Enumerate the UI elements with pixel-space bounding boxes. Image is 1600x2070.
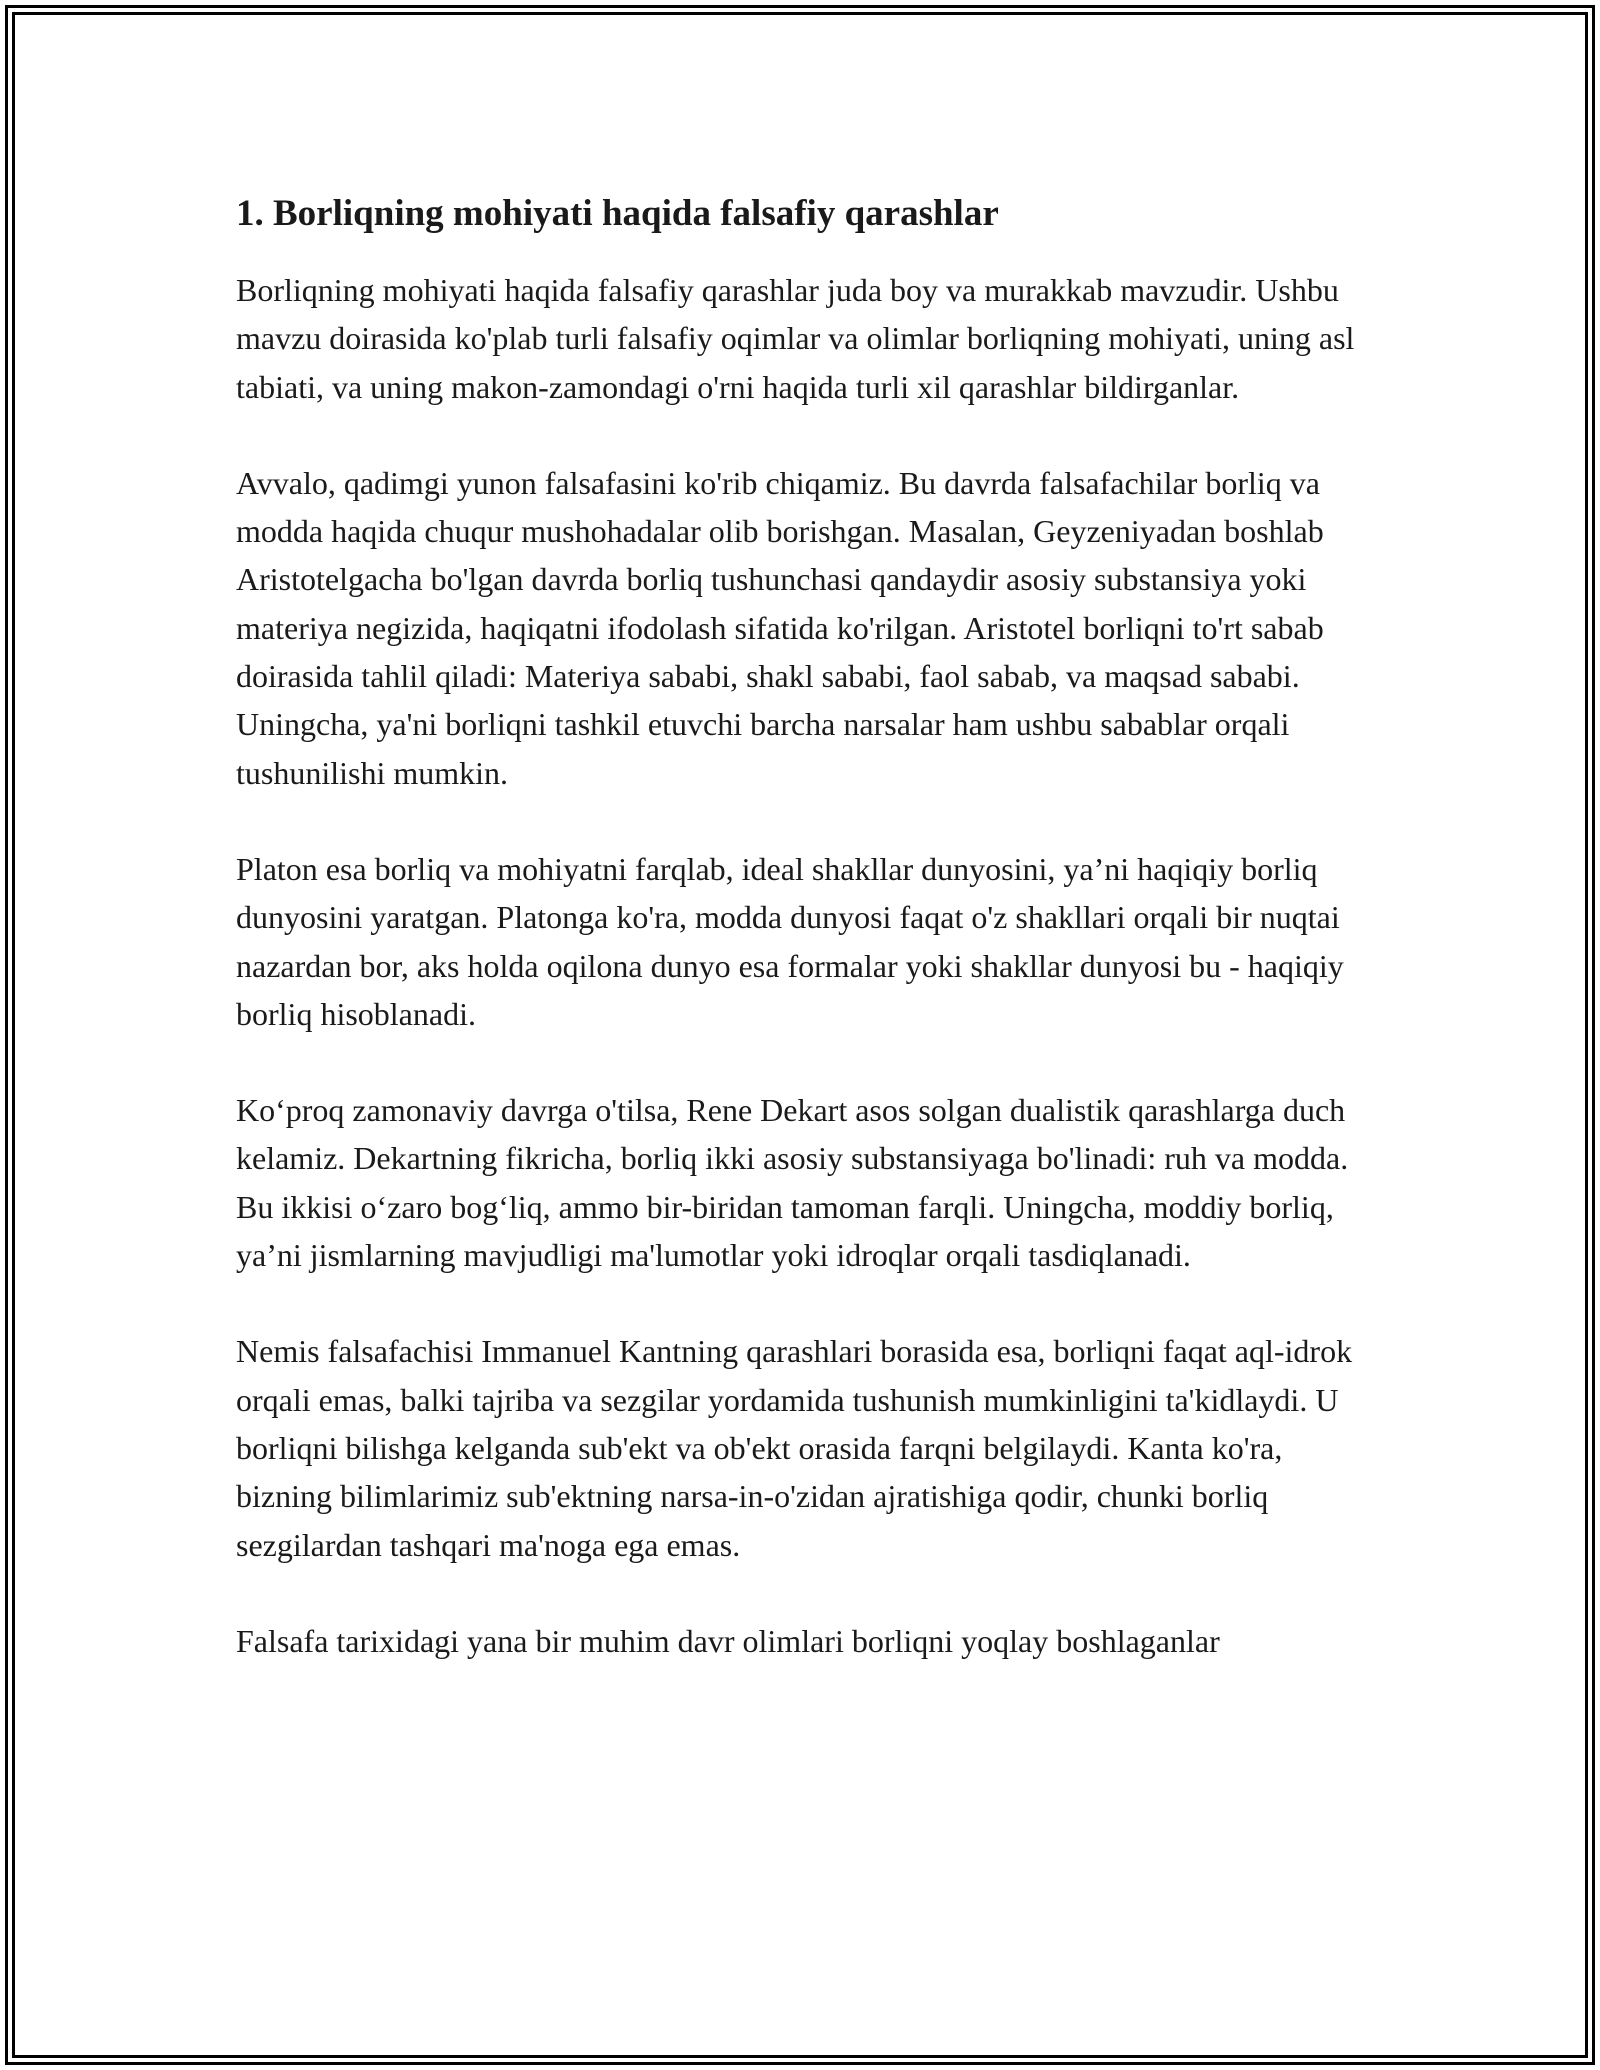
paragraph-dekart: Koʻproq zamonaviy davrga o'tilsa, Rene Dekart asos solgan dualistik qarashlarga duch kelamiz. Dekartning fikricha, borliq ikki asosiy substansiyaga bo'linadi: ruh va modda. Bu ikkisi oʻzaro bogʻliq, ammo bir-biridan tamoman farqli. Uningcha, moddiy borliq, ya’ni jismlarning mavjudligi ma'lumotlar yoki idroqlar orqali tasdiqlanadi. (236, 1092, 1349, 1274)
paragraph-kant: Nemis falsafachisi Immanuel Kantning qarashlari borasida esa, borliqni faqat aql-idrok orqali emas, balki tajriba va sezgilar yordamida tushunish mumkinligini ta'kidlaydi. U borliqni bilishga kelganda sub'ekt va ob'ekt orasida farqni belgilaydi. Kanta ko'ra, bizning bilimlarimiz sub'ektning narsa-in-o'zidan ajratishiga qodir, chunki borliq sezgilardan tashqari ma'noga ega emas. (236, 1333, 1353, 1563)
paragraph-platon: Platon esa borliq va mohiyatni farqlab, ideal shakllar dunyosini, ya’ni haqiqiy borliq dunyosini yaratgan. Platonga ko'ra, modda dunyosi faqat o'z shakllari orqali bir nuqtai nazardan bor, aks holda oqilona dunyo esa formalar yoki shakllar dunyosi bu - haqiqiy borliq hisoblanadi. (236, 850, 1344, 1032)
paragraph-history: Falsafa tarixidagi yana bir muhim davr olimlari borliqni yoqlay boshlaganlar (236, 1622, 1220, 1659)
section-heading: 1. Borliqning mohiyati haqida falsafiy qarashlar (236, 193, 999, 234)
document-body (236, 188, 1376, 1713)
paragraph-intro: Borliqning mohiyati haqida falsafiy qarashlar juda boy va murakkab mavzudir. Ushbu mavzu doirasida ko'plab turli falsafiy oqimlar va olimlar borliqning mohiyati, uning asl tabiati, va uning makon-zamondagi o'rni haqida turli xil qarashlar bildirganlar. (236, 272, 1355, 405)
paragraph-ancient-greek: Avvalo, qadimgi yunon falsafasini ko'rib chiqamiz. Bu davrda falsafachilar borliq va modda haqida chuqur mushohadalar olib borishgan. Masalan, Geyzeniyadan boshlab Aristotelgacha bo'lgan davrda borliq tushunchasi qandaydir asosiy substansiya yoki materiya negizida, haqiqatni ifodolash sifatida ko'rilgan. Aristotel borliqni to'rt sabab doirasida tahlil qiladi: Materiya sababi, shakl sababi, faol sabab, va maqsad sababi. Uningcha, ya'ni borliqni tashkil etuvchi barcha narsalar ham ushbu sabablar orqali tushunilishi mumkin. (236, 464, 1324, 791)
